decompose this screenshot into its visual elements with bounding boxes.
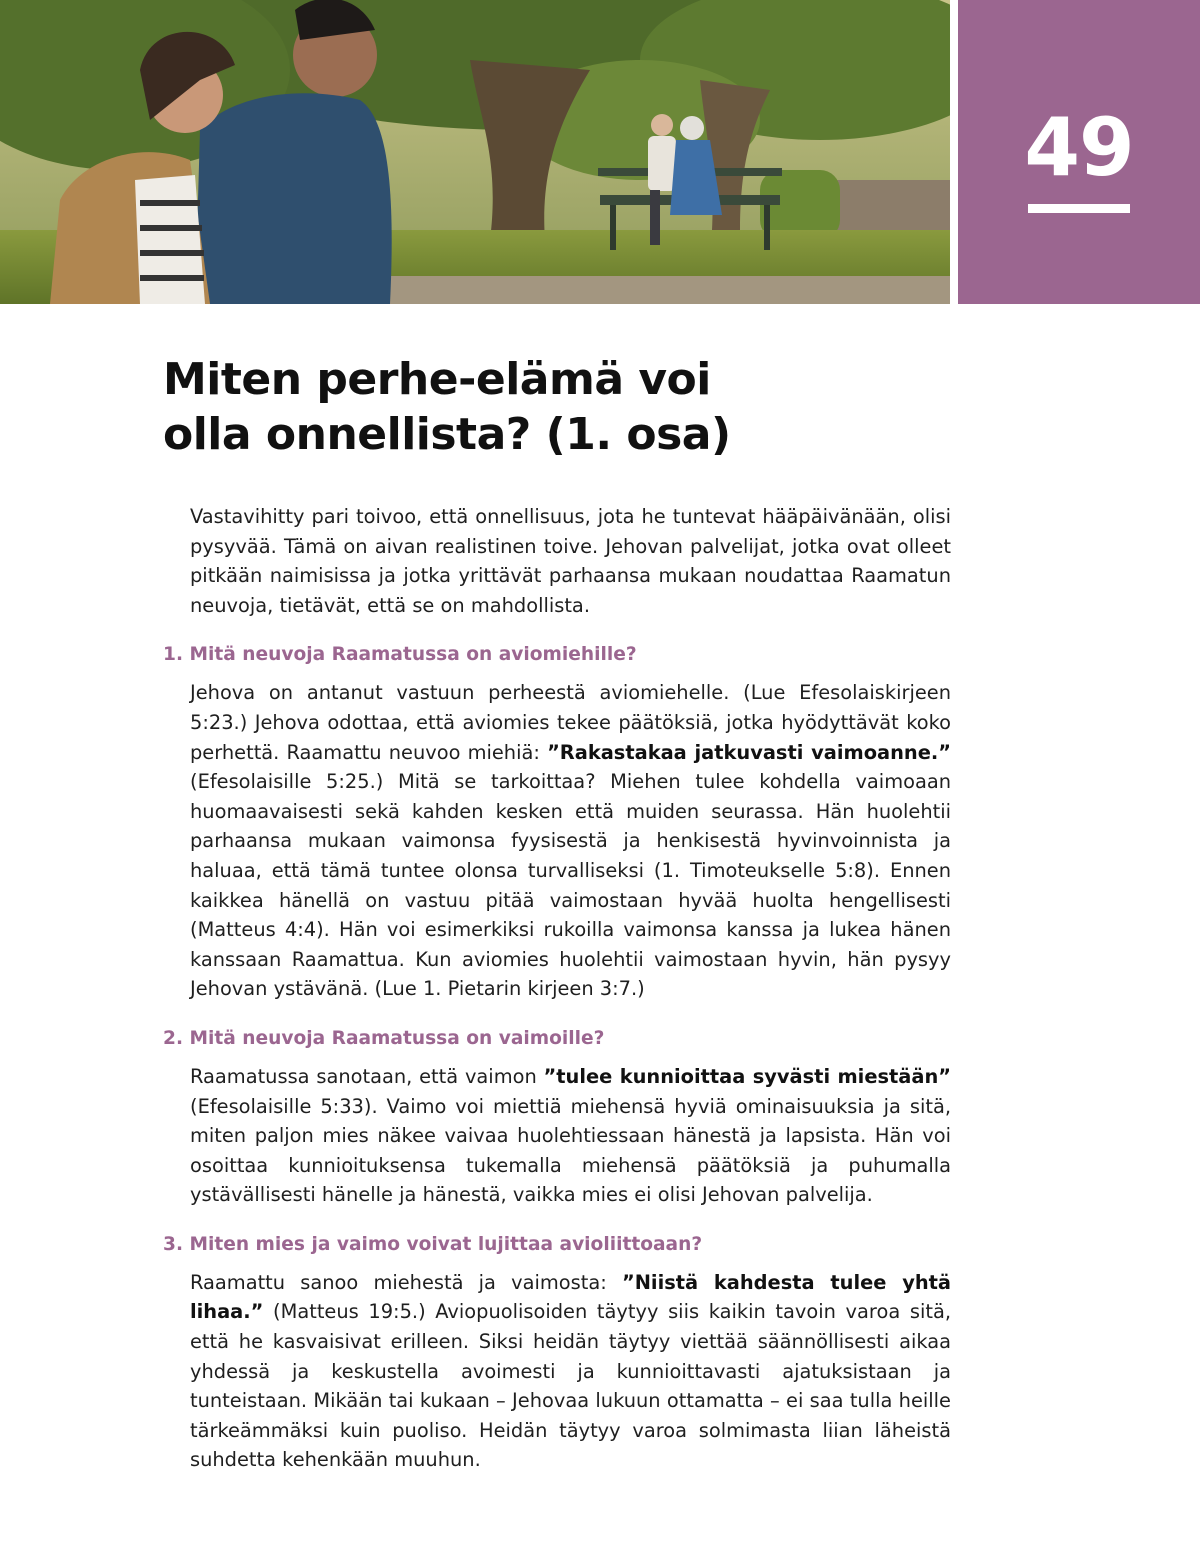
lesson-number: 49	[1024, 101, 1134, 194]
section-2-text-b: (Efesolaisille 5:33). Vaimo voi miettiä miehensä hyviä ominaisuuksia ja sitä, miten paljon mies näkee vaivaa huolehtiessaan hänestä ja lapsista. Hän voi osoittaa kunnioituksensa tukemalla miehensä päätöksiä ja puhumalla ystävällisesti hänelle ja hänestä, vaikka mies ei olisi Jehovan palvelija.	[190, 1094, 951, 1207]
intro-paragraph: Vastavihitty pari toivoo, että onnellisuus, jota he tuntevat hääpäivänään, olisi pysyvää. Tämä on aivan realistinen toive. Jehovan palvelijat, jotka ovat olleet pitkään naimisissa ja jotka yrittävät parhaansa mukaan noudattaa Raamatun neuvoja, tietävät, että se on mahdollista.	[190, 505, 951, 617]
section-2-question: 2. Mitä neuvoja Raamatussa on vaimoille?	[163, 1027, 605, 1049]
lesson-number-badge	[958, 0, 1200, 304]
badge-underline	[1028, 204, 1130, 213]
title-line-2: olla onnellista? (1. osa)	[163, 409, 731, 460]
section-3-bold-quote: ”Niistä kahdesta tulee yhtä lihaa.”	[190, 1270, 951, 1324]
section-1-text-a: Jehova on antanut vastuun perheestä aviomiehelle. (Lue Efesolaiskirjeen 5:23.) Jehova odottaa, että aviomies tekee päätöksiä, jotka hyödyttävät koko perhettä. Raamattu neuvoo miehiä:	[190, 681, 951, 764]
section-1-bold-quote: ”Rakastakaa jatkuvasti vaimoanne.”	[547, 740, 951, 764]
section-2-bold-quote: ”tulee kunnioittaa syvästi miestään”	[543, 1064, 952, 1088]
section-1-text-b: (Efesolaisille 5:25.) Mitä se tarkoittaa? Miehen tulee kohdella vaimoaan huomaavaisesti sekä kahden kesken että muiden seurassa. Hän huolehtii parhaansa mukaan vaimonsa fyysisestä ja henkisestä hyvinvoinnista ja haluaa, että tämä tuntee olonsa turvalliseksi (1. Timoteukselle 5:8). Ennen kaikkea hänellä on vastuu pitää vaimostaan hyvää huolta hengellisesti (Matteus 4:4). Hän voi esimerkiksi rukoilla vaimonsa kanssa ja lukea hänen kanssaan Raamattua. Kun aviomies huolehtii vaimostaan hyvin, hän pysyy Jehovan ystävänä. (Lue 1. Pietarin kirjeen 3:7.)	[190, 770, 951, 1001]
hero-photo	[0, 0, 950, 304]
section-3-paragraph	[190, 1268, 951, 1475]
section-1-paragraph	[190, 678, 951, 1004]
section-2-paragraph	[190, 1062, 951, 1210]
section-3-question: 3. Miten mies ja vaimo voivat lujittaa avioliittoaan?	[163, 1233, 703, 1255]
title-line-1: Miten perhe-elämä voi	[163, 354, 711, 405]
section-2-text-a: Raamatussa sanotaan, että vaimon	[190, 1064, 544, 1088]
section-3-text-a: Raamattu sanoo miehestä ja vaimosta:	[190, 1270, 622, 1294]
section-3-text-b: (Matteus 19:5.) Aviopuolisoiden täytyy siis kaikin tavoin varoa sitä, että he kasvaisivat erilleen. Siksi heidän täytyy viettää säännöllisesti aikaa yhdessä ja keskustella avoimesti ja kunnioittavasti ajatuksistaan ja tunteistaan. Mikään tai kukaan – Jehovaa lukuun ottamatta – ei saa tulla heille tärkeämmäksi kuin puoliso. Heidän täytyy varoa solmimasta liian läheistä suhdetta kehenkään muuhun.	[190, 1300, 951, 1472]
article-body	[163, 500, 951, 1475]
park-scene-illustration	[0, 0, 950, 304]
section-1-question: 1. Mitä neuvoja Raamatussa on aviomiehille?	[163, 644, 637, 666]
page-title	[163, 352, 963, 462]
